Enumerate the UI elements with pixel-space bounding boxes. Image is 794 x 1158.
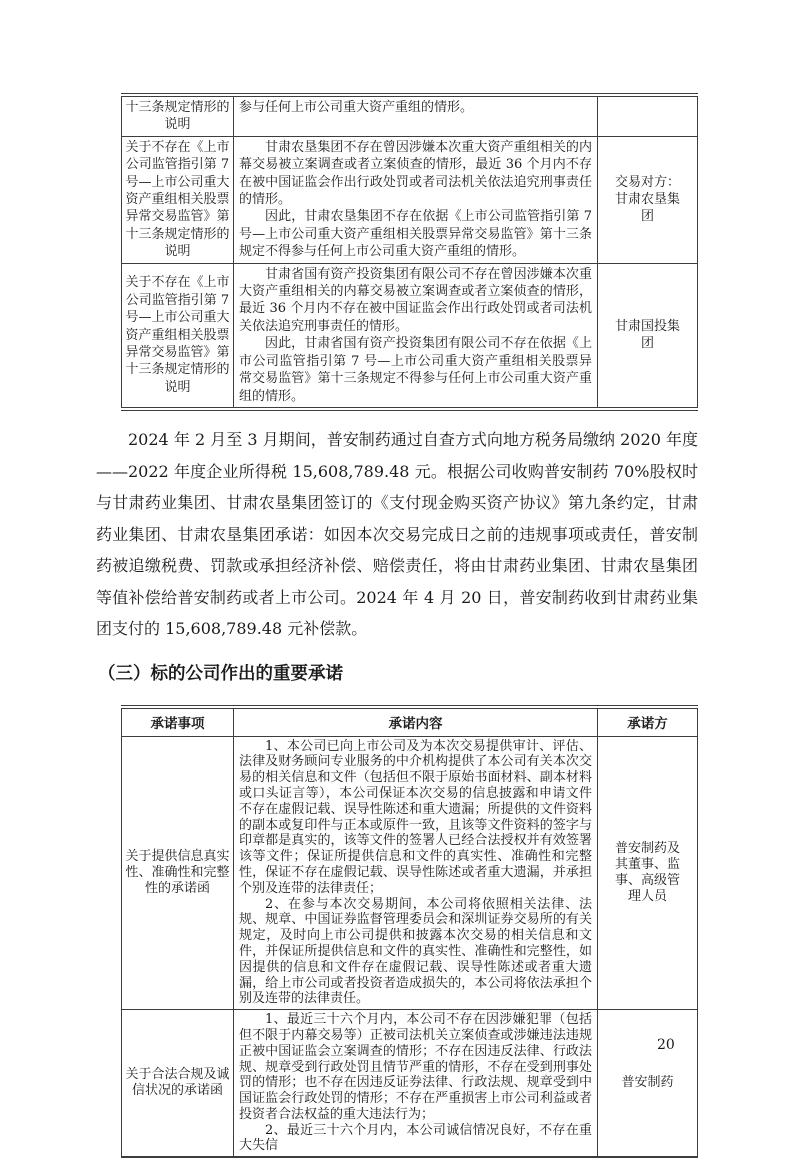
commitment-party-cell xyxy=(598,95,698,136)
commitment-paragraph: 因此，甘肃省国有资产投资集团有限公司不存在依据《上市公司监管指引第 7 号—上市公司重大资产重组相关股票异常交易监管》第十三条规定不得参与任何上市公司重大资产重组的情形。 xyxy=(239,336,592,404)
commitment-paragraph: 1、本公司已向上市公司及为本次交易提供审计、评估、法律及财务顾问专业服务的中介机构提供了本公司有关本次交易的相关信息和文件（包括但不限于原始书面材料、副本材料或口头证言等），本公司保证本次交易的信息披露和申请文件不存在虚假记载、误导性陈述和重大遗漏；所提供的文件资料的副本或复印件与正本或原件一致，且该等文件资料的签字与印章都是真实的，该等文件的签署人已经合法授权并有效签署该等文件；保证所提供信息和文件的真实性、准确性和完整性，保证不存在虚假记载、误导性陈述或者重大遗漏，并承担个别及连带的法律责任； xyxy=(239,738,592,896)
commitment-content-cell xyxy=(234,1010,598,1158)
commitment-content-cell xyxy=(234,136,598,263)
page-number: 20 xyxy=(657,1037,675,1053)
table-row xyxy=(122,136,698,263)
table-row xyxy=(122,736,698,1010)
commitment-item-cell: 关于合法合规及诚信状况的承诺函 xyxy=(122,1010,234,1158)
table-row xyxy=(122,1010,698,1158)
commitment-paragraph: 2、在参与本次交易期间，本公司将依照相关法律、法规、规章、中国证券监督管理委员会和深圳证券交易所的有关规定，及时向上市公司提供和披露本次交易的相关信息和文件，并保证所提供信息和文件的真实性、准确性和完整性，如因提供的信息和文件存在虚假记载、误导性陈述或者重大遗漏，给上市公司或者投资者造成损失的，本公司将依法承担个别及连带的法律责任。 xyxy=(239,896,592,1007)
commitment-item-cell: 十三条规定情形的说明 xyxy=(122,95,234,136)
commitment-content-cell xyxy=(234,263,598,409)
commitment-party-cell: 甘肃国投集团 xyxy=(598,263,698,409)
commitment-paragraph: 甘肃省国有资产投资集团有限公司不存在曾因涉嫌本次重大资产重组相关的内幕交易被立案调查或者立案侦查的情形，最近 36 个月内不存在被中国证监会作出行政处罚或者司法机关依法追究刑事责任的情形。 xyxy=(239,266,592,334)
commitment-party-cell: 普安制药 xyxy=(598,1010,698,1158)
commitment-party-cell: 普安制药及其董事、监事、高级管理人员 xyxy=(598,736,698,1010)
table-row xyxy=(122,263,698,409)
commitment-paragraph: 因此，甘肃农垦集团不存在依据《上市公司监管指引第 7 号—上市公司重大资产重组相关股票异常交易监管》第十三条规定不得参与任何上市公司重大资产重组的情形。 xyxy=(239,209,592,260)
commitment-party-cell: 交易对方：甘肃农垦集团 xyxy=(598,136,698,263)
commitment-paragraph: 甘肃农垦集团不存在曾因涉嫌本次重大资产重组相关的内幕交易被立案调查或者立案侦查的情形，最近 36 个月内不存在被中国证监会作出行政处罚或者司法机关依法追究刑事责任的情形。 xyxy=(239,139,592,208)
continuation-table xyxy=(121,93,698,411)
commitment-paragraph: 2、最近三十六个月内，本公司诚信情况良好，不存在重大失信 xyxy=(239,1122,592,1154)
column-header-item: 承诺事项 xyxy=(122,707,234,736)
commitment-paragraph: 参与任何上市公司重大资产重组的情形。 xyxy=(239,100,474,115)
section-heading: （三）标的公司作出的重要承诺 xyxy=(98,664,343,685)
column-header-party: 承诺方 xyxy=(598,707,698,736)
commitment-item-cell: 关于不存在《上市公司监管指引第 7 号—上市公司重大资产重组相关股票异常交易监管》第十三条规定情形的说明 xyxy=(122,263,234,409)
commitment-item-cell: 关于提供信息真实性、准确性和完整性的承诺函 xyxy=(122,736,234,1010)
body-paragraph: 2024 年 2 月至 3 月期间，普安制药通过自查方式向地方税务局缴纳 2020 年度——2022 年度企业所得税 15,608,789.48 元。根据公司收购普安制药 70%股权时与甘肃药业集团、甘肃农垦集团签订的《支付现金购买资产协议》第九条约定，甘肃药业集团、甘肃农垦集团承诺：如因本次交易完成日之前的违规事项或责任，普安制药被追缴税费、罚款或承担经济补偿、赔偿责任，将由甘肃药业集团、甘肃农垦集团等值补偿给普安制药或者上市公司。2024 年 4 月 20 日，普安制药收到甘肃药业集团支付的 15,608,789.48 元补偿款。 xyxy=(96,429,698,639)
table-row xyxy=(122,95,698,136)
table-header-row xyxy=(122,707,698,736)
commitment-content-cell xyxy=(234,95,598,136)
column-header-content: 承诺内容 xyxy=(234,707,598,736)
commitment-content-cell xyxy=(234,736,598,1010)
commitment-paragraph: 1、最近三十六个月内，本公司不存在因涉嫌犯罪（包括但不限于内幕交易等）正被司法机关立案侦查或涉嫌违法违规正被中国证监会立案调查的情形；不存在因违反法律、行政法规、规章受到行政处罚且情节严重的情形，不存在受到刑事处罚的情形；也不存在因违反证券法律、行政法规、规章受到中国证监会行政处罚的情形；不存在严重损害上市公司利益或者投资者合法权益的重大违法行为； xyxy=(239,1012,592,1122)
commitment-item-cell: 关于不存在《上市公司监管指引第 7 号—上市公司重大资产重组相关股票异常交易监管》第十三条规定情形的说明 xyxy=(122,136,234,263)
commitments-table xyxy=(121,705,698,1158)
